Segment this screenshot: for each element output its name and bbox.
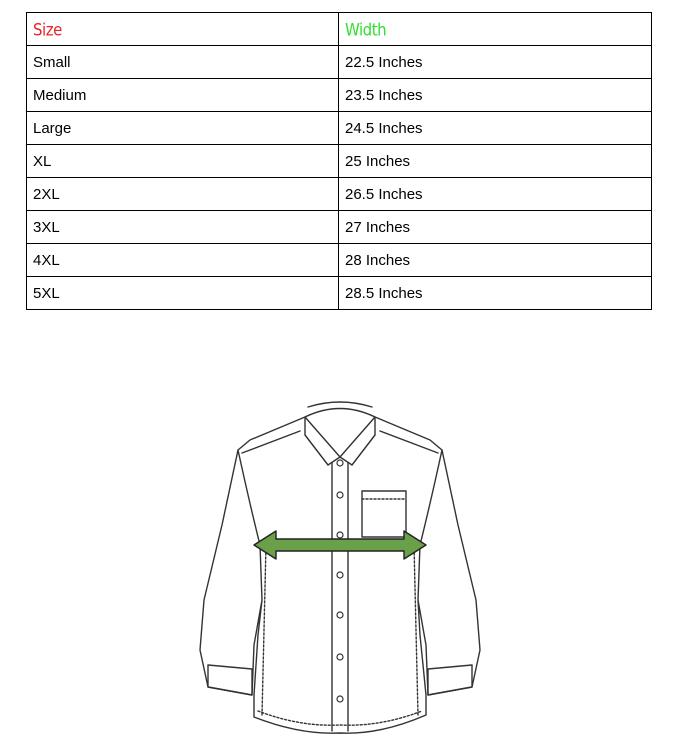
width-cell: 27 Inches: [339, 211, 652, 244]
yoke-right: [380, 431, 438, 453]
shirt-button: [337, 612, 343, 618]
size-cell: 4XL: [27, 244, 339, 277]
size-cell: Small: [27, 46, 339, 79]
hem-stitch: [258, 711, 422, 725]
shirt-button: [337, 492, 343, 498]
shirt-button: [337, 572, 343, 578]
width-cell: 24.5 Inches: [339, 112, 652, 145]
width-cell: 23.5 Inches: [339, 79, 652, 112]
width-cell: 25 Inches: [339, 145, 652, 178]
shirt-button: [337, 696, 343, 702]
shirt-button: [337, 532, 343, 538]
table-row: [27, 244, 652, 277]
right-cuff: [428, 665, 472, 695]
width-cell: 28 Inches: [339, 244, 652, 277]
shirt-button: [337, 460, 343, 466]
size-cell: 3XL: [27, 211, 339, 244]
table-row: [27, 46, 652, 79]
right-side-stitch: [414, 545, 418, 715]
table-header-row: [27, 13, 652, 46]
left-side-stitch: [262, 545, 266, 715]
left-cuff: [208, 665, 252, 695]
table-row: [27, 79, 652, 112]
size-cell: XL: [27, 145, 339, 178]
width-cell: 22.5 Inches: [339, 46, 652, 79]
width-column-header: Width: [339, 11, 652, 47]
table-row: [27, 277, 652, 310]
table-row: [27, 178, 652, 211]
collar: [305, 409, 375, 466]
width-cell: 26.5 Inches: [339, 178, 652, 211]
table-row: [27, 145, 652, 178]
size-cell: 2XL: [27, 178, 339, 211]
size-column-header: Size: [27, 11, 339, 47]
placket: [332, 463, 348, 731]
shirt-button: [337, 654, 343, 660]
table-row: [27, 211, 652, 244]
size-chart-table: [26, 12, 652, 310]
collar-band: [308, 402, 372, 407]
right-sleeve-seam: [418, 450, 442, 600]
yoke-left: [242, 431, 300, 453]
table-row: [27, 112, 652, 145]
shirt-illustration: [180, 395, 500, 740]
size-cell: Medium: [27, 79, 339, 112]
size-cell: 5XL: [27, 277, 339, 310]
chest-pocket: [362, 491, 406, 537]
size-cell: Large: [27, 112, 339, 145]
left-sleeve-seam: [238, 450, 262, 600]
width-cell: 28.5 Inches: [339, 277, 652, 310]
